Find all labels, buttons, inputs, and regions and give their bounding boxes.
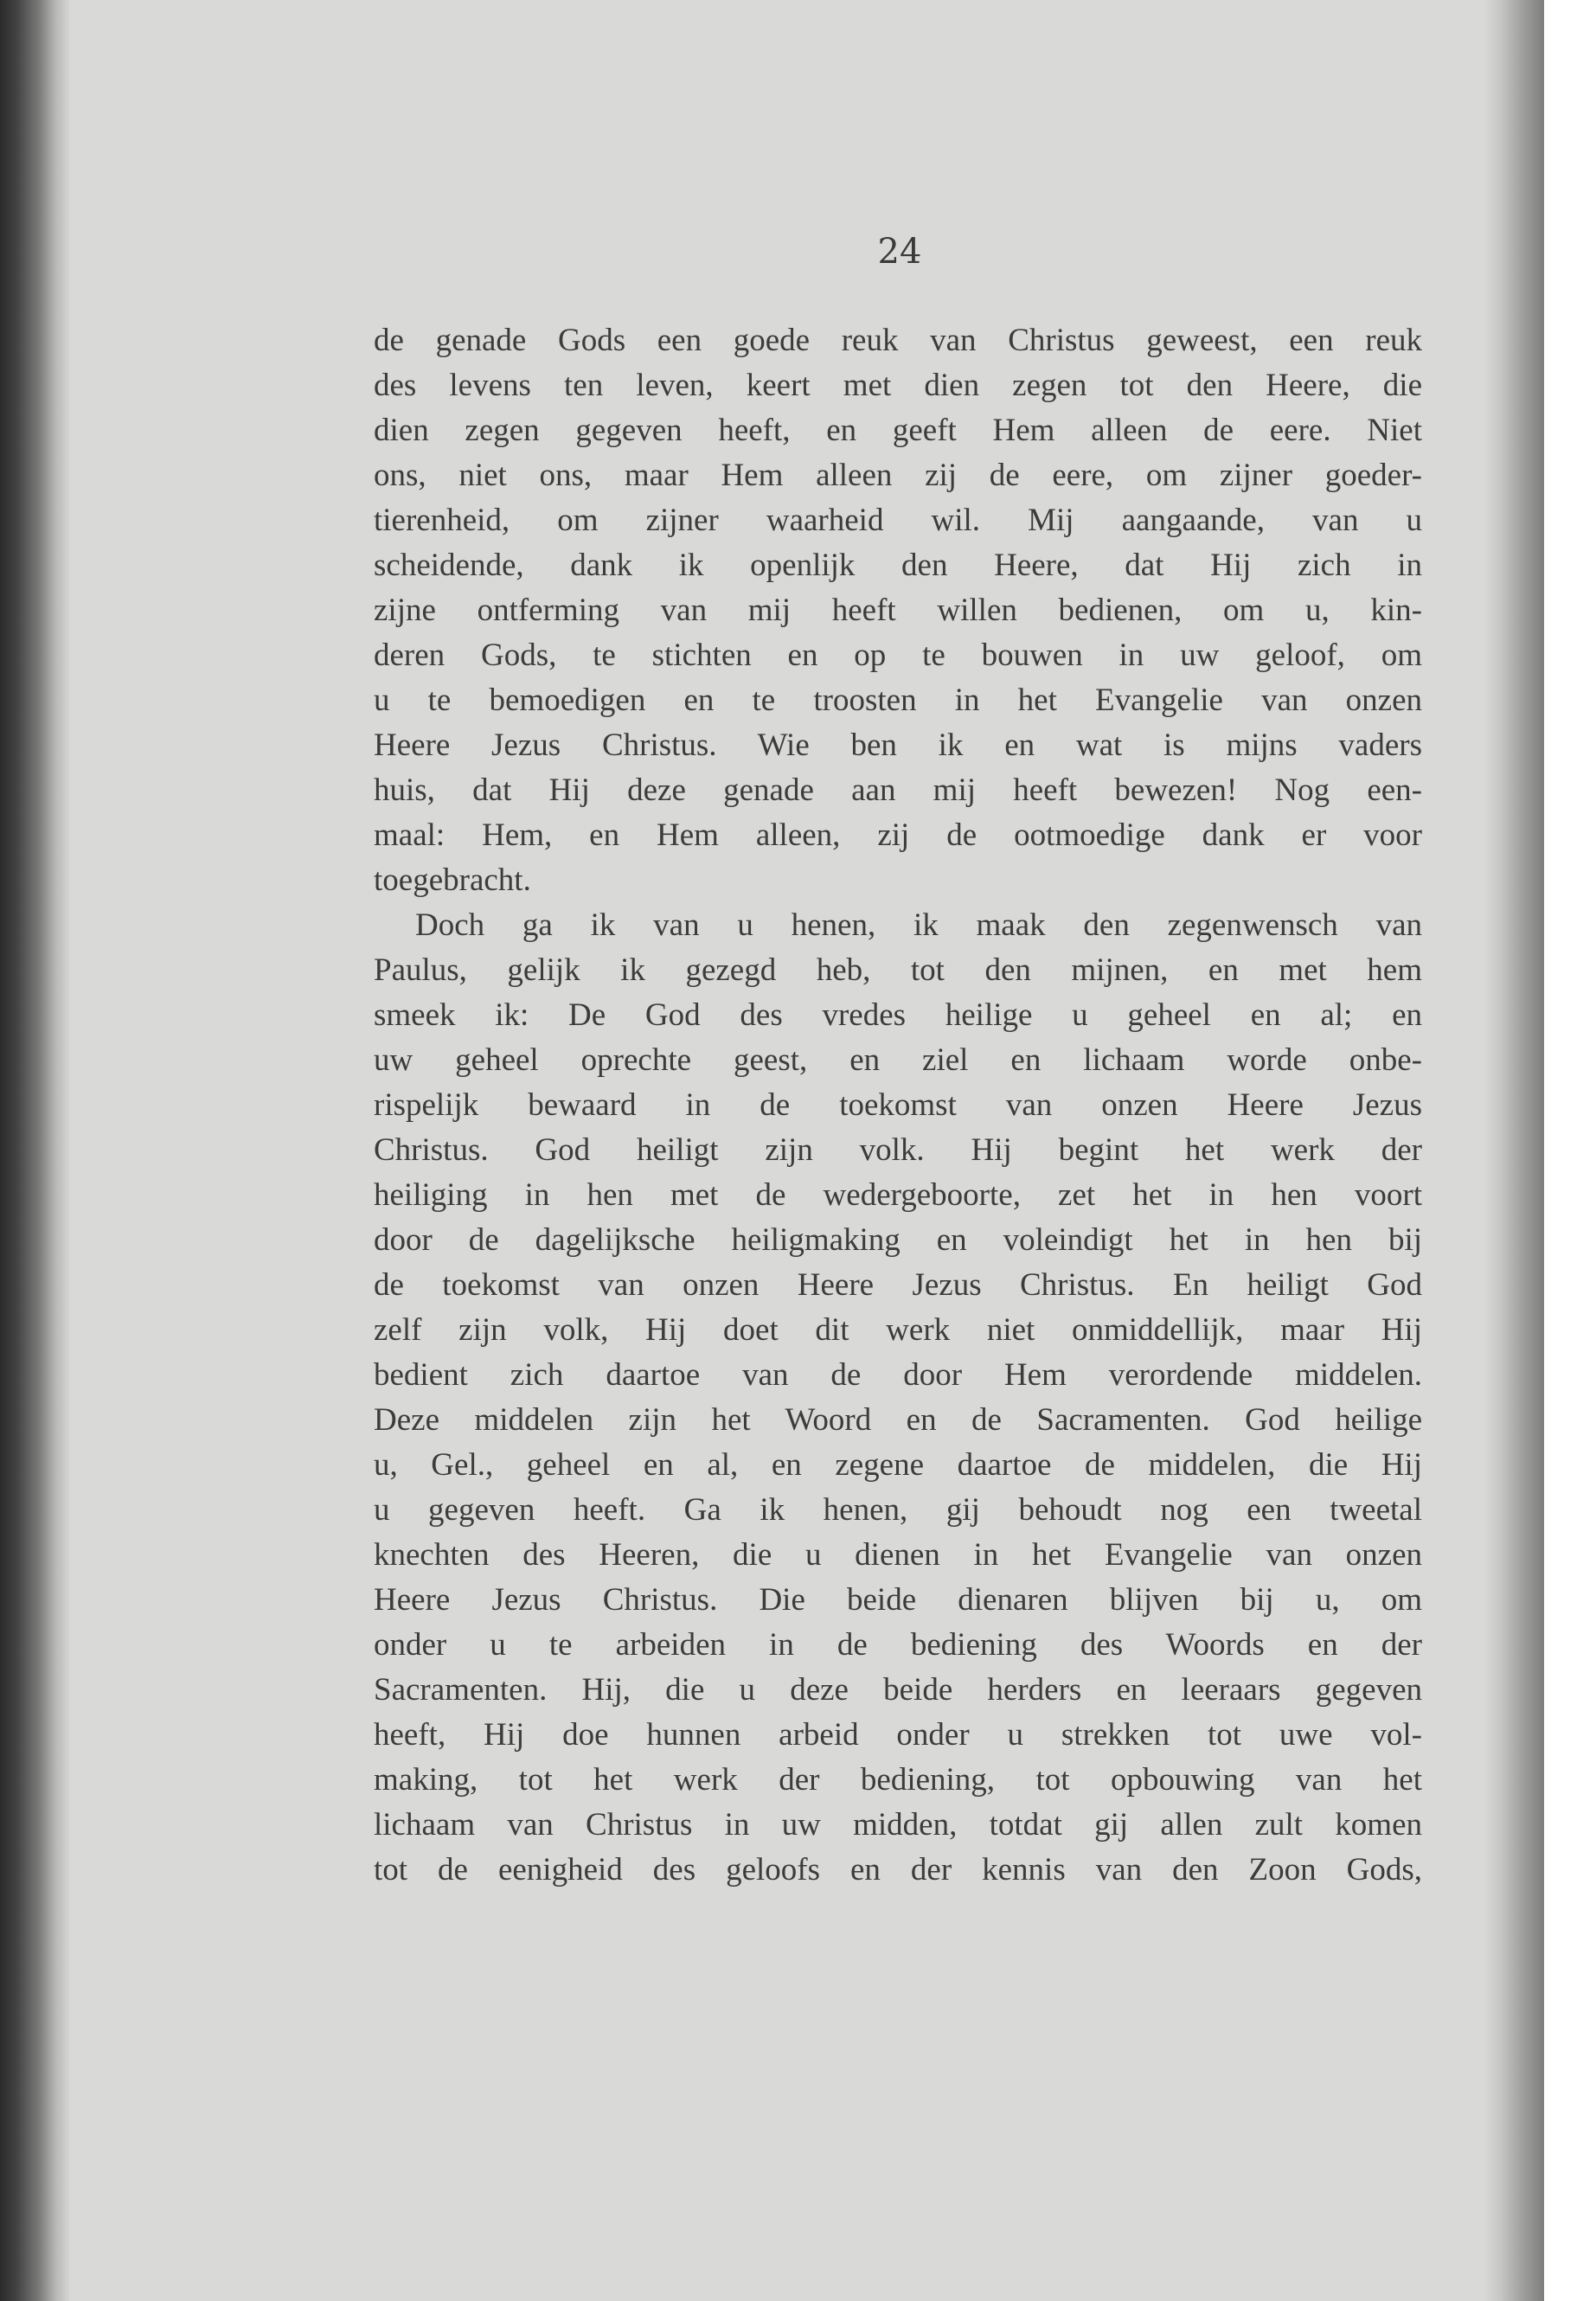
binding-shadow xyxy=(0,0,69,2301)
body-text xyxy=(374,318,1422,1893)
text-line: rispelijk bewaard in de toekomst van onzen Heere Jezus xyxy=(374,1087,1422,1123)
text-line: heeft, Hij doe hunnen arbeid onder u strekken tot uwe vol- xyxy=(374,1717,1422,1753)
text-line: de genade Gods een goede reuk van Christus geweest, een reuk xyxy=(374,323,1422,358)
text-line: de toekomst van onzen Heere Jezus Christus. En heiligt God xyxy=(374,1267,1422,1303)
text-line: scheidende, dank ik openlijk den Heere, dat Hij zich in xyxy=(374,548,1422,583)
text-line: Doch ga ik van u henen, ik maak den zegenwensch van xyxy=(415,907,1422,943)
text-line: u gegeven heeft. Ga ik henen, gij behoudt nog een tweetal xyxy=(374,1492,1422,1528)
text-line: u te bemoedigen en te troosten in het Evangelie van onzen xyxy=(374,683,1422,718)
text-line: Paulus, gelijk ik gezegd heb, tot den mijnen, en met hem xyxy=(374,952,1422,988)
text-line: heiliging in hen met de wedergeboorte, zet het in hen voort xyxy=(374,1177,1422,1213)
text-line: door de dagelijksche heiligmaking en voleindigt het in hen bij xyxy=(374,1222,1422,1258)
text-line: Sacramenten. Hij, die u deze beide herders en leeraars gegeven xyxy=(374,1672,1422,1708)
text-line: toegebracht. xyxy=(374,862,531,898)
text-line: tierenheid, om zijner waarheid wil. Mij aangaande, van u xyxy=(374,503,1422,538)
text-line: bedient zich daartoe van de door Hem verordende middelen. xyxy=(374,1357,1422,1393)
text-line: Heere Jezus Christus. Wie ben ik en wat is mijns vaders xyxy=(374,727,1422,763)
text-line: Deze middelen zijn het Woord en de Sacramenten. God heilige xyxy=(374,1402,1422,1438)
text-line: ons, niet ons, maar Hem alleen zij de eere, om zijner goeder- xyxy=(374,458,1422,493)
text-line: zijne ontferming van mij heeft willen bedienen, om u, kin- xyxy=(374,593,1422,628)
text-line: knechten des Heeren, die u dienen in het Evangelie van onzen xyxy=(374,1537,1422,1573)
text-line: tot de eenigheid des geloofs en der kennis van den Zoon Gods, xyxy=(374,1852,1422,1888)
text-line: dien zegen gegeven heeft, en geeft Hem alleen de eere. Niet xyxy=(374,413,1422,448)
text-line: Heere Jezus Christus. Die beide dienaren blijven bij u, om xyxy=(374,1582,1422,1618)
text-line: u, Gel., geheel en al, en zegene daartoe de middelen, die Hij xyxy=(374,1447,1422,1483)
text-line: making, tot het werk der bediening, tot opbouwing van het xyxy=(374,1762,1422,1798)
text-line: uw geheel oprechte geest, en ziel en lichaam worde onbe- xyxy=(374,1042,1422,1078)
text-line: maal: Hem, en Hem alleen, zij de ootmoedige dank er voor xyxy=(374,817,1422,853)
text-line: des levens ten leven, keert met dien zegen tot den Heere, die xyxy=(374,368,1422,403)
text-line: smeek ik: De God des vredes heilige u geheel en al; en xyxy=(374,997,1422,1033)
text-line: lichaam van Christus in uw midden, totdat gij allen zult komen xyxy=(374,1807,1422,1843)
text-line: Christus. God heiligt zijn volk. Hij begint het werk der xyxy=(374,1132,1422,1168)
page-number: 24 xyxy=(877,232,922,272)
page-edge-shadow xyxy=(1484,0,1544,2301)
text-line: deren Gods, te stichten en op te bouwen in uw geloof, om xyxy=(374,638,1422,673)
text-line: onder u te arbeiden in de bediening des Woords en der xyxy=(374,1627,1422,1663)
text-line: huis, dat Hij deze genade aan mij heeft bewezen! Nog een- xyxy=(374,772,1422,808)
text-line: zelf zijn volk, Hij doet dit werk niet onmiddellijk, maar Hij xyxy=(374,1312,1422,1348)
scan-margin xyxy=(1544,0,1596,2301)
